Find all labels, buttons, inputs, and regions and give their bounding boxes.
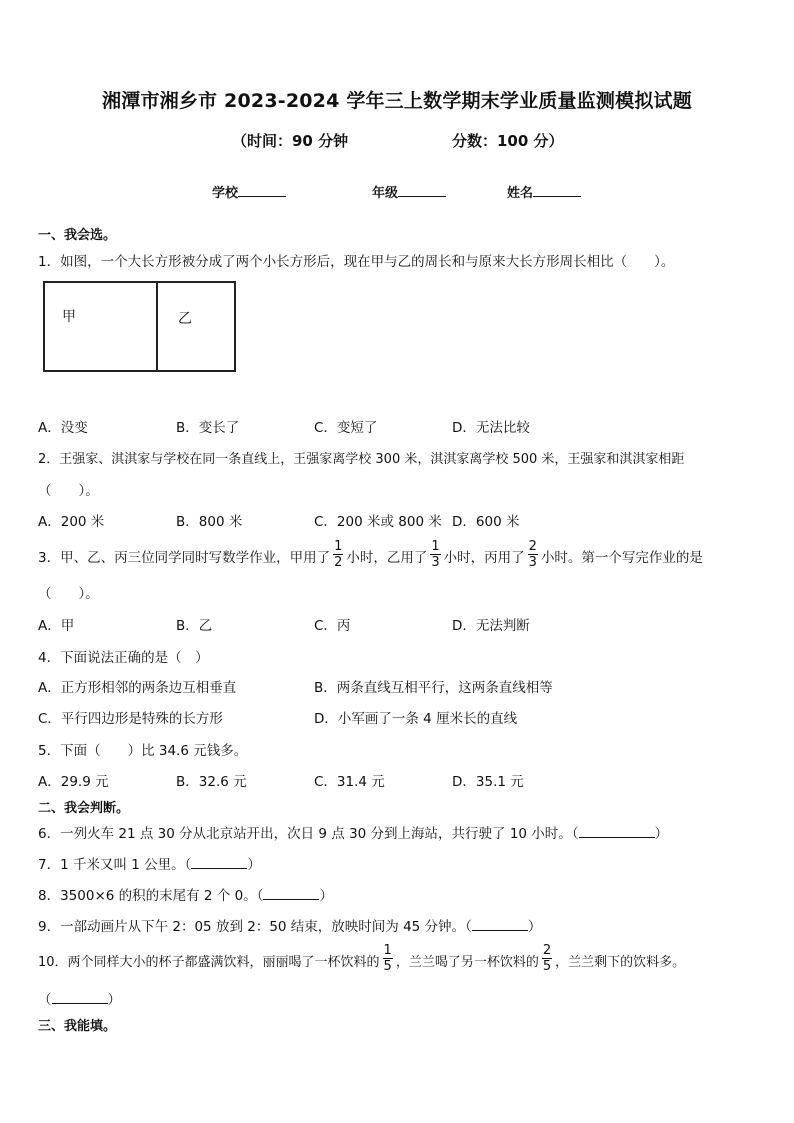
q3-option-d[interactable]: D．无法判断	[452, 618, 530, 634]
q1-text: 1．如图，一个大长方形被分成了两个小长方形后，现在甲与乙的周长和与原来大长方形周长相比（ ）。	[38, 254, 675, 270]
q7-item	[38, 853, 261, 873]
q10-f1-num: 1	[383, 942, 392, 958]
q7-paren-close: ）	[247, 857, 261, 873]
school-label: 学校	[212, 186, 239, 201]
q8-answer-blank[interactable]	[263, 886, 319, 900]
q10-f2-num: 2	[542, 942, 552, 958]
q3-fraction-2	[430, 539, 440, 570]
q4-text: 4．下面说法正确的是（ ）	[38, 650, 209, 666]
q3-f3-num: 2	[528, 538, 537, 554]
q10-f2-den: 5	[542, 958, 552, 974]
q3-option-b[interactable]: B．乙	[176, 618, 213, 634]
q10-text-part3: ，兰兰剩下的饮料多。	[555, 954, 686, 970]
q6-answer-blank[interactable]	[579, 824, 655, 838]
grade-blank[interactable]	[398, 183, 446, 197]
page-title: 湘潭市湘乡市 2023-2024 学年三上数学期末学业质量监测模拟试题	[102, 90, 692, 112]
q4-option-c[interactable]: C．平行四边形是特殊的长方形	[38, 711, 223, 727]
q3-text-line2: （ ）。	[38, 586, 99, 602]
q10-answer	[38, 988, 121, 1008]
q1-option-d[interactable]: D．无法比较	[452, 420, 530, 436]
q7-text: 7．1 千米又叫 1 公里。	[38, 857, 185, 873]
q10-answer-blank[interactable]	[52, 990, 108, 1004]
section-fill-heading: 三、我能填。	[38, 1019, 117, 1034]
exam-time: （时间：90 分钟	[232, 132, 349, 150]
q9-paren-open: （	[465, 919, 472, 935]
q10-text-part2: ，兰兰喝了另一杯饮料的	[395, 954, 539, 970]
q3-text-part2: 小时，乙用了	[346, 550, 428, 566]
q8-text: 8．3500×6 的积的末尾有 2 个 0。	[38, 888, 257, 904]
q8-paren-open: （	[256, 888, 264, 904]
q5-option-a[interactable]: A．29.9 元	[38, 774, 109, 790]
q10-paren-close: ）	[107, 992, 121, 1008]
q3-f2-den: 3	[431, 554, 440, 570]
section-judge-heading: 二、我会判断。	[38, 801, 130, 816]
grade-label: 年级	[372, 186, 399, 201]
q3-text	[38, 538, 703, 574]
q10-text	[38, 942, 685, 978]
q7-answer-blank[interactable]	[191, 855, 247, 869]
q5-option-d[interactable]: D．35.1 元	[452, 774, 524, 790]
q3-option-a[interactable]: A．甲	[38, 618, 75, 634]
q3-fraction-1	[333, 539, 343, 570]
q8-item	[38, 884, 333, 904]
q8-paren-close: ）	[319, 888, 333, 904]
q1-option-a[interactable]: A．没变	[38, 420, 88, 436]
q7-paren-open: （	[184, 857, 192, 873]
q6-text: 6．一列火车 21 点 30 分从北京站开出，次日 9 点 30 分到上海站，共行驶了 10 小时。	[38, 826, 572, 842]
exam-score: 分数：100 分）	[452, 132, 564, 150]
q10-f1-den: 5	[383, 958, 392, 974]
q3-f3-den: 3	[528, 554, 537, 570]
q5-option-b[interactable]: B．32.6 元	[176, 774, 247, 790]
q5-option-c[interactable]: C．31.4 元	[314, 774, 385, 790]
name-label: 姓名	[507, 186, 534, 201]
q2-option-a[interactable]: A．200 米	[38, 514, 105, 530]
q2-text-line2: （ ）。	[38, 483, 99, 499]
q1-label-yi: 乙	[178, 311, 192, 327]
school-blank[interactable]	[238, 183, 286, 197]
q9-text: 9．一部动画片从下午 2：05 放到 2：50 结束，放映时间为 45 分钟。	[38, 919, 466, 935]
section-choice-heading: 一、我会选。	[38, 228, 117, 243]
q3-text-part3: 小时，丙用了	[443, 550, 525, 566]
q2-option-d[interactable]: D．600 米	[452, 514, 520, 530]
q3-fraction-3	[528, 539, 538, 570]
q3-f1-num: 1	[334, 538, 343, 554]
q4-option-d[interactable]: D．小军画了一条 4 厘米长的直线	[314, 711, 518, 727]
q2-text-line1: 2．王强家、淇淇家与学校在同一条直线上，王强家离学校 300 米，淇淇家离学校 500 米，王强家和淇淇家相距	[38, 452, 685, 467]
q3-option-c[interactable]: C．丙	[314, 618, 351, 634]
q10-fraction-1	[383, 943, 393, 974]
name-blank[interactable]	[533, 183, 581, 197]
q6-item	[38, 822, 668, 842]
q6-paren-close: ）	[654, 826, 669, 842]
q2-option-b[interactable]: B．800 米	[176, 514, 243, 530]
q5-text: 5．下面（ ）比 34.6 元钱多。	[38, 743, 248, 759]
q3-f1-den: 2	[334, 554, 343, 570]
q3-text-part4: 小时。第一个写完作业的是	[540, 550, 703, 566]
q2-option-c[interactable]: C．200 米或 800 米	[314, 514, 442, 530]
school-field	[212, 182, 286, 201]
q3-f2-num: 1	[431, 538, 440, 554]
q4-option-b[interactable]: B．两条直线互相平行，这两条直线相等	[314, 680, 553, 696]
q3-text-part1: 3．甲、乙、丙三位同学同时写数学作业，甲用了	[38, 550, 331, 566]
grade-field	[372, 182, 446, 201]
q6-paren-open: （	[571, 826, 579, 842]
q10-paren-open: （	[38, 992, 52, 1008]
q10-fraction-2	[542, 943, 552, 974]
q10-text-part1: 10．两个同样大小的杯子都盛满饮料，丽丽喝了一杯饮料的	[38, 954, 380, 970]
name-field	[507, 182, 581, 201]
q1-label-jia: 甲	[62, 309, 76, 325]
q9-paren-close: ）	[527, 919, 542, 935]
q9-item	[38, 915, 541, 935]
q1-option-b[interactable]: B．变长了	[176, 420, 240, 436]
q1-option-c[interactable]: C．变短了	[314, 420, 378, 436]
q9-answer-blank[interactable]	[472, 917, 528, 931]
q4-option-a[interactable]: A．正方形相邻的两条边互相垂直	[38, 680, 237, 696]
q1-divider-line	[156, 281, 158, 372]
q1-rectangle-figure	[43, 281, 236, 372]
